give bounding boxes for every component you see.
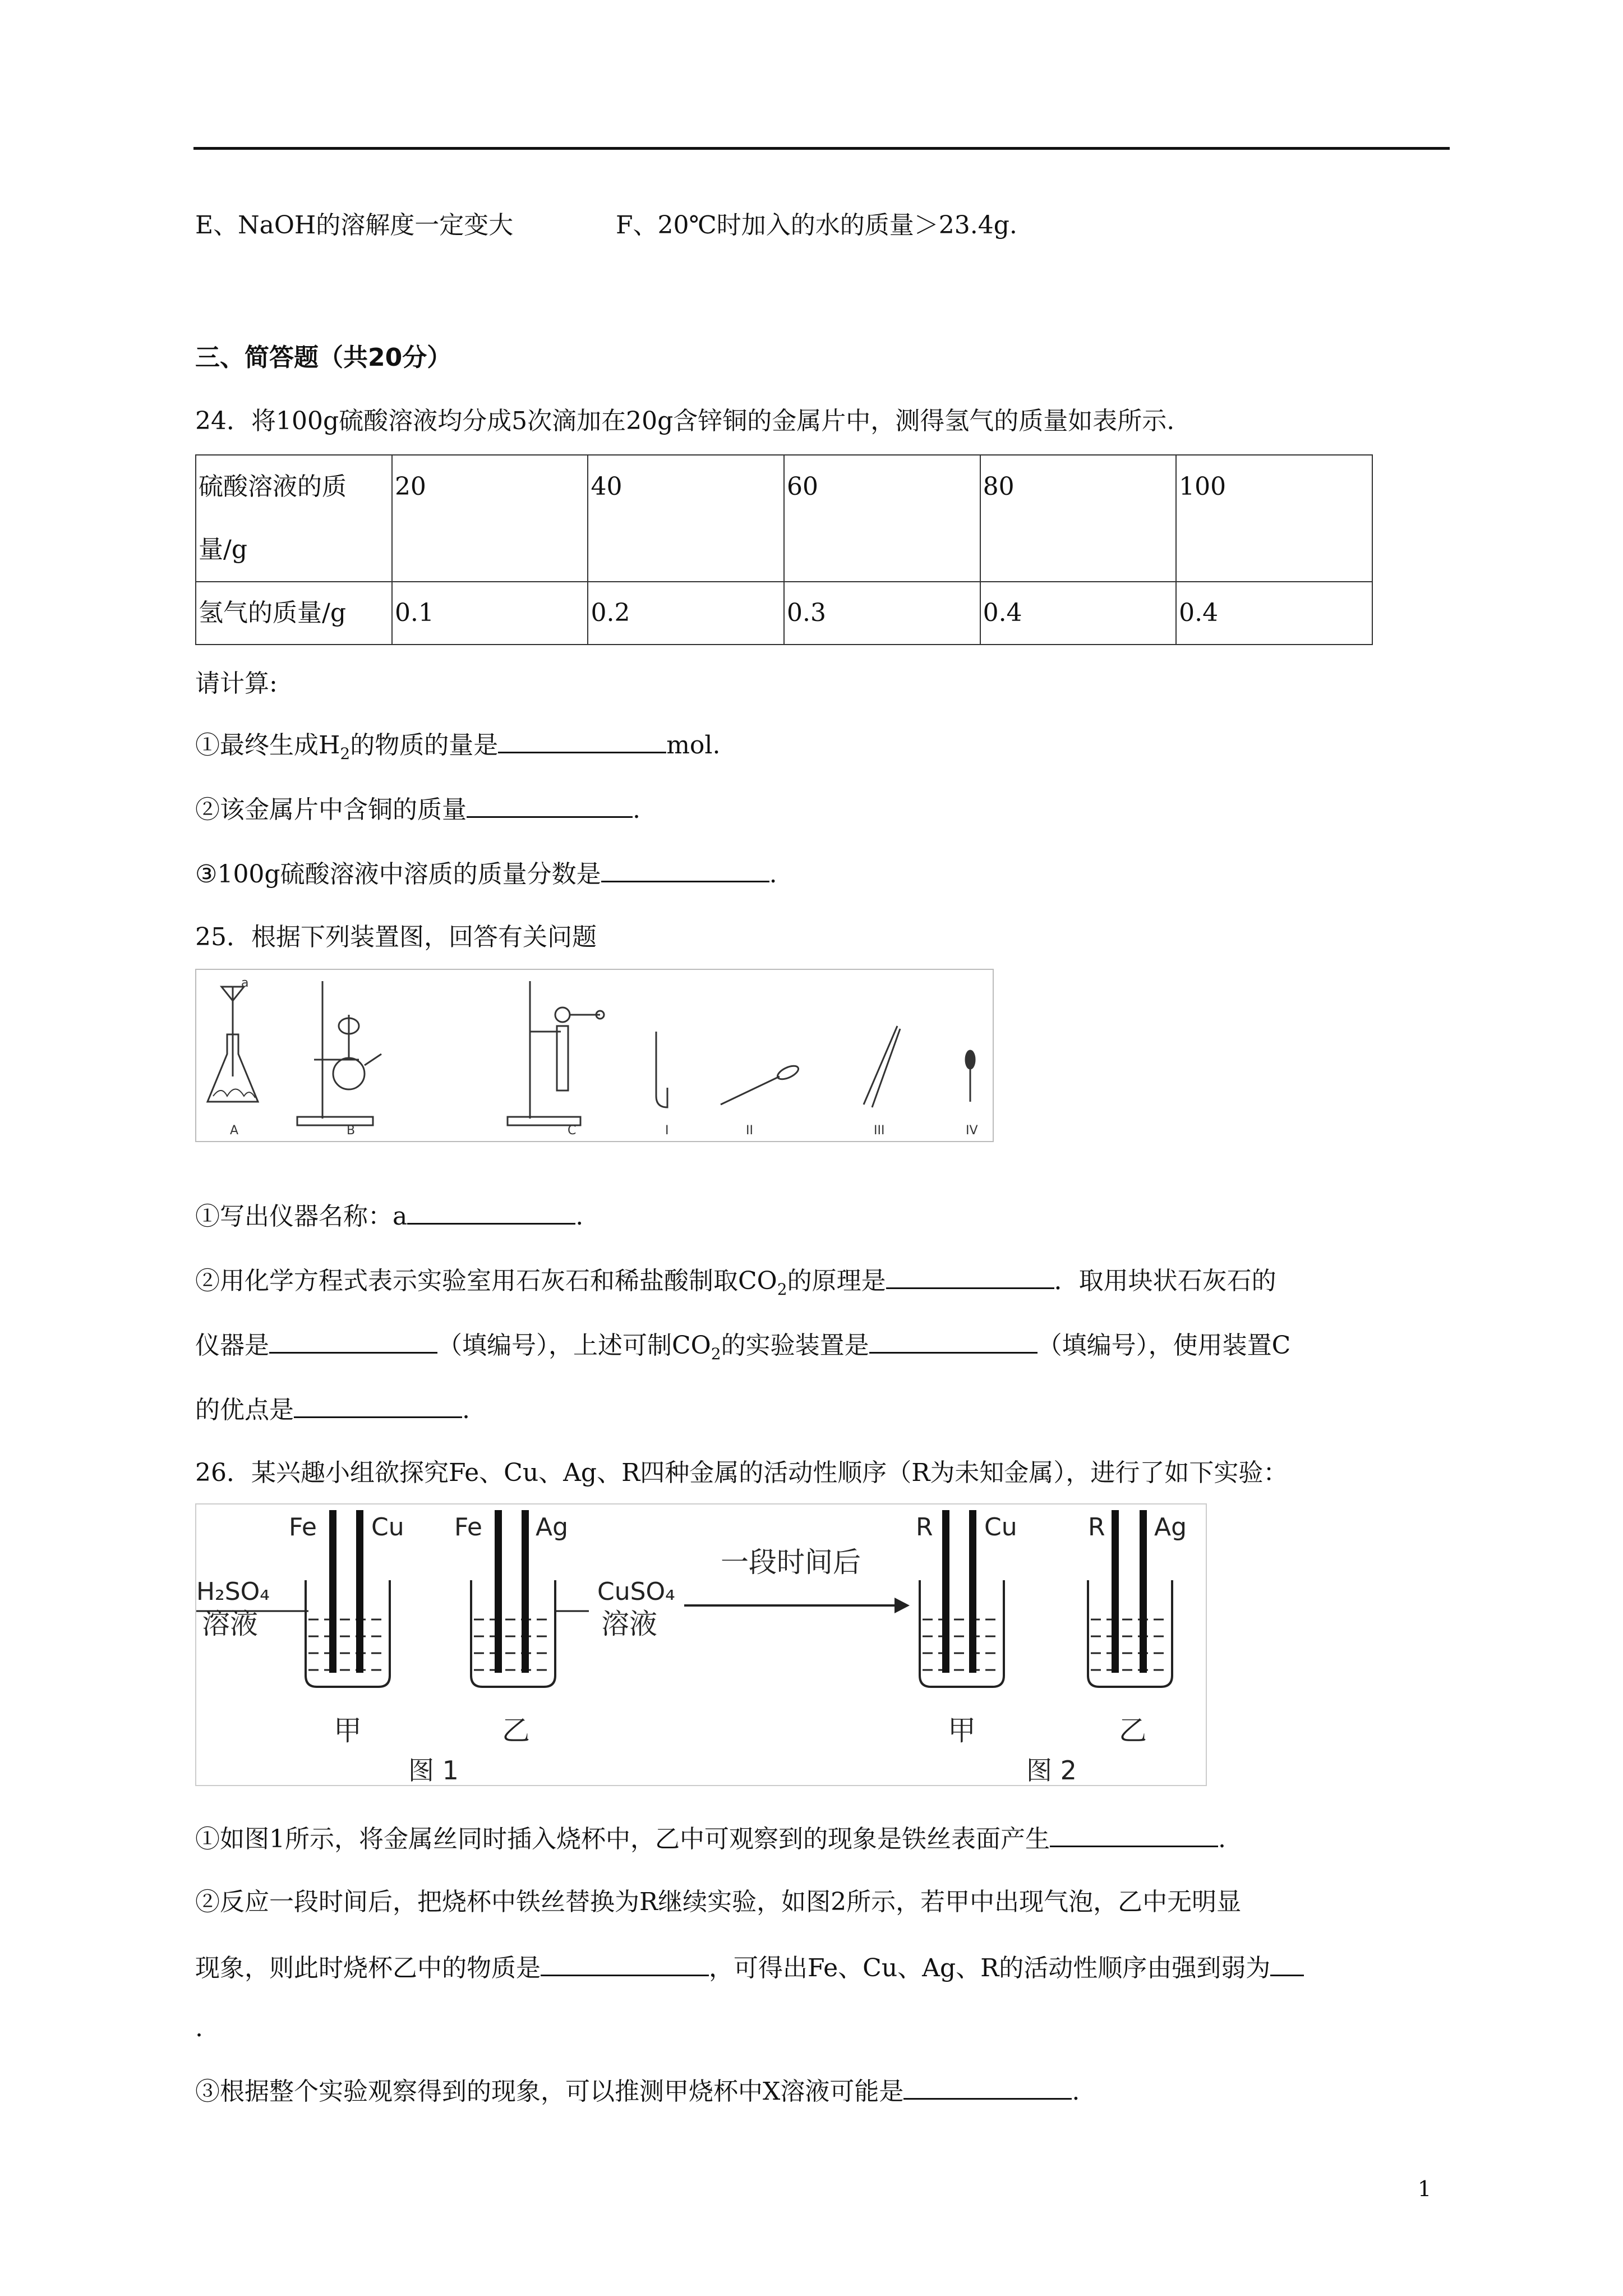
answer-blank[interactable] [467,794,633,818]
label-r: R [1088,1513,1105,1542]
table-header-cell: 硫酸溶液的质 量/g [196,455,392,582]
table-cell: 80 [980,455,1177,582]
figure-label: IV [966,1124,978,1138]
table-header-cell: 氢气的质量/g [196,582,392,645]
figure-label: III [874,1124,885,1138]
table-cell: 0.3 [784,582,980,645]
option-f: F、20℃时加入的水的质量＞23.4g. [616,211,1017,240]
table-cell: 100 [1176,455,1372,582]
test-tube-icon [557,1026,568,1091]
table-cell: 0.4 [1176,582,1372,645]
q26-part2-line2: 现象，则此时烧杯乙中的物质是 ，可得出Fe、Cu、Ag、R的活动性顺序由强到弱为 [195,1952,1304,1984]
header-rule [193,147,1450,150]
q25-stem: 25．根据下列装置图，回答有关问题 [195,923,597,951]
calc-prompt: 请计算: [195,669,278,698]
answer-blank[interactable] [269,1329,437,1354]
q24-part2: ②该金属片中含铜的质量 . [195,794,640,825]
bent-tube-icon [656,1032,667,1107]
label-fe: Fe [454,1513,482,1542]
label-h2so4: H₂SO₄ [196,1577,270,1606]
label-a: a [241,976,249,990]
answer-blank[interactable] [1270,1952,1304,1976]
answer-blank[interactable] [294,1394,462,1418]
figure-caption: 图 1 [408,1755,459,1785]
figure-caption: 图 2 [1026,1755,1077,1785]
label-solution: 溶液 [202,1608,258,1640]
tongs-icon [864,1026,900,1107]
q25-part2-line2: 仪器是 （填编号），上述可制$CO_2$的实验装置是 （填编号），使用装置C [195,1329,1290,1361]
q25-part2: ②用化学方程式表示实验室用石灰石和稀盐酸制取$CO_2$的原理是 ．取用块状石灰石的 [195,1265,1276,1296]
metal-activity-figure [195,1503,1207,1786]
table-cell: 20 [392,455,588,582]
table-row [196,455,1372,582]
figure-label: I [665,1124,669,1138]
q26-stem: 26．某兴趣小组欲探究Fe、Cu、Ag、R四种金属的活动性顺序（R为未知金属），进行了如下实验： [195,1458,1288,1487]
q24-part1: ①最终生成$H_2$的物质的量是 mol. [195,729,720,761]
hydrogen-data-table [195,454,1373,645]
round-flask-icon [333,1058,365,1089]
q25-part2-line3: 的优点是 . [195,1394,470,1425]
answer-blank[interactable] [903,2076,1072,2100]
answer-blank[interactable] [407,1200,575,1225]
q26-part2: ②反应一段时间后，把烧杯中铁丝替换为R继续实验，如图2所示，若甲中出现气泡，乙中无明显 [195,1888,1242,1916]
table-cell: 0.2 [588,582,784,645]
figure-label: B [347,1124,356,1138]
spoon-icon [721,1076,780,1105]
q26-part1: ①如图1所示，将金属丝同时插入烧杯中，乙中可观察到的现象是铁丝表面产生 . [195,1823,1226,1855]
page-number: 1 [1418,2177,1432,2201]
answer-blank[interactable] [1050,1823,1218,1847]
beaker-experiment-drawing [196,1504,1206,1785]
label-jia: 甲 [948,1714,976,1747]
answer-blank[interactable] [869,1329,1038,1354]
apparatus-figure [195,969,994,1142]
table-row [196,582,1372,645]
answer-blank[interactable] [498,729,666,753]
q24-stem: 24．将100g硫酸溶液均分成5次滴加在20g含锌铜的金属片中，测得氢气的质量如表所示. [195,407,1175,435]
label-jia: 甲 [334,1714,362,1747]
label-r: R [916,1513,933,1542]
label-yi: 乙 [502,1714,530,1747]
label-cu: Cu [371,1513,404,1542]
answer-blank[interactable] [541,1952,709,1976]
figure-label: C [568,1124,577,1138]
figure-label: A [230,1124,239,1138]
section-title: 三、简答题（共20分） [195,343,452,372]
q25-part1: ①写出仪器名称：a . [195,1200,583,1232]
table-cell: 0.1 [392,582,588,645]
label-cuso4: CuSO₄ [597,1577,675,1606]
arrow-head-icon [895,1598,910,1613]
q26-part2-line3: . [195,2014,203,2042]
option-e: E、NaOH的溶解度一定变大 [195,211,514,240]
figure-label: II [746,1124,753,1138]
label-yi: 乙 [1119,1714,1147,1747]
label-fe: Fe [289,1513,317,1542]
label-ag: Ag [1154,1513,1187,1542]
label-cu: Cu [984,1513,1017,1542]
label-solution: 溶液 [601,1608,657,1640]
label-ag: Ag [536,1513,569,1542]
answer-blank[interactable] [601,858,769,882]
q24-part3: ③100g硫酸溶液中溶质的质量分数是 . [195,858,777,890]
table-cell: 0.4 [980,582,1177,645]
arrow-label: 一段时间后 [721,1546,861,1579]
apparatus-drawing [196,970,993,1141]
table-cell: 60 [784,455,980,582]
q26-part3: ③根据整个实验观察得到的现象，可以推测甲烧杯中X溶液可能是 . [195,2076,1080,2107]
answer-blank[interactable] [886,1265,1054,1289]
table-cell: 40 [588,455,784,582]
